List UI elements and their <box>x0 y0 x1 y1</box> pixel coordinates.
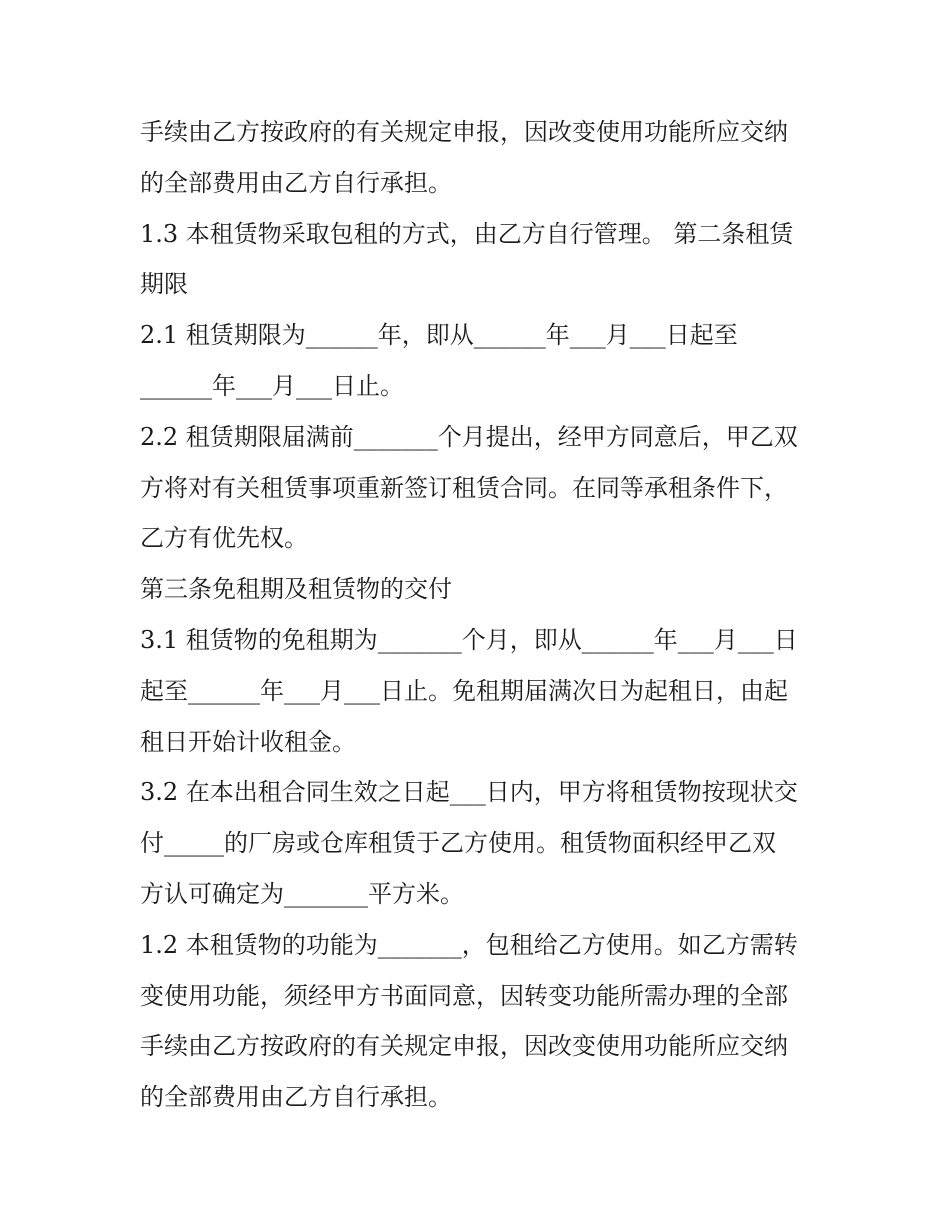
text-line: 变使用功能，须经甲方书面同意，因转变功能所需办理的全部 <box>140 981 788 1010</box>
clause-2-2-line: 2.2 租赁期限届满前_______个月提出，经甲方同意后，甲乙双 <box>140 422 798 451</box>
text-line: ______年___月___日止。 <box>140 371 404 400</box>
text-line: 的全部费用由乙方自行承担。 <box>140 1083 452 1112</box>
text-line: 起至______年___月___日止。免租期届满次日为起租日，由起 <box>140 676 788 705</box>
text-line: 租日开始计收租金。 <box>140 727 356 756</box>
text-line: 期限 <box>140 270 188 299</box>
text-line: 乙方有优先权。 <box>140 524 308 553</box>
clause-3-1-line: 3.1 租赁物的免租期为_______个月，即从______年___月___日 <box>140 625 798 654</box>
text-line: 手续由乙方按政府的有关规定申报，因改变使用功能所应交纳 <box>140 1032 788 1061</box>
clause-2-1-line: 2.1 租赁期限为______年，即从______年___月___日起至 <box>140 321 738 350</box>
text-line: 方将对有关租赁事项重新签订租赁合同。在同等承租条件下， <box>140 473 788 502</box>
clause-3-2-line: 3.2 在本出租合同生效之日起___日内，甲方将租赁物按现状交 <box>140 778 798 807</box>
clause-1-3-line: 1.3 本租赁物采取包租的方式，由乙方自行管理。 第二条租赁 <box>140 219 794 248</box>
text-line: 的全部费用由乙方自行承担。 <box>140 168 452 197</box>
clause-1-2-line: 1.2 本租赁物的功能为_______，包租给乙方使用。如乙方需转 <box>140 930 798 959</box>
document-body <box>140 107 820 1123</box>
text-line: 方认可确定为_______平方米。 <box>140 879 464 908</box>
text-line: 手续由乙方按政府的有关规定申报，因改变使用功能所应交纳 <box>140 118 788 146</box>
text-line: 付_____的厂房或仓库租赁于乙方使用。租赁物面积经甲乙双 <box>140 829 776 858</box>
article-3-heading: 第三条免租期及租赁物的交付 <box>140 575 452 604</box>
